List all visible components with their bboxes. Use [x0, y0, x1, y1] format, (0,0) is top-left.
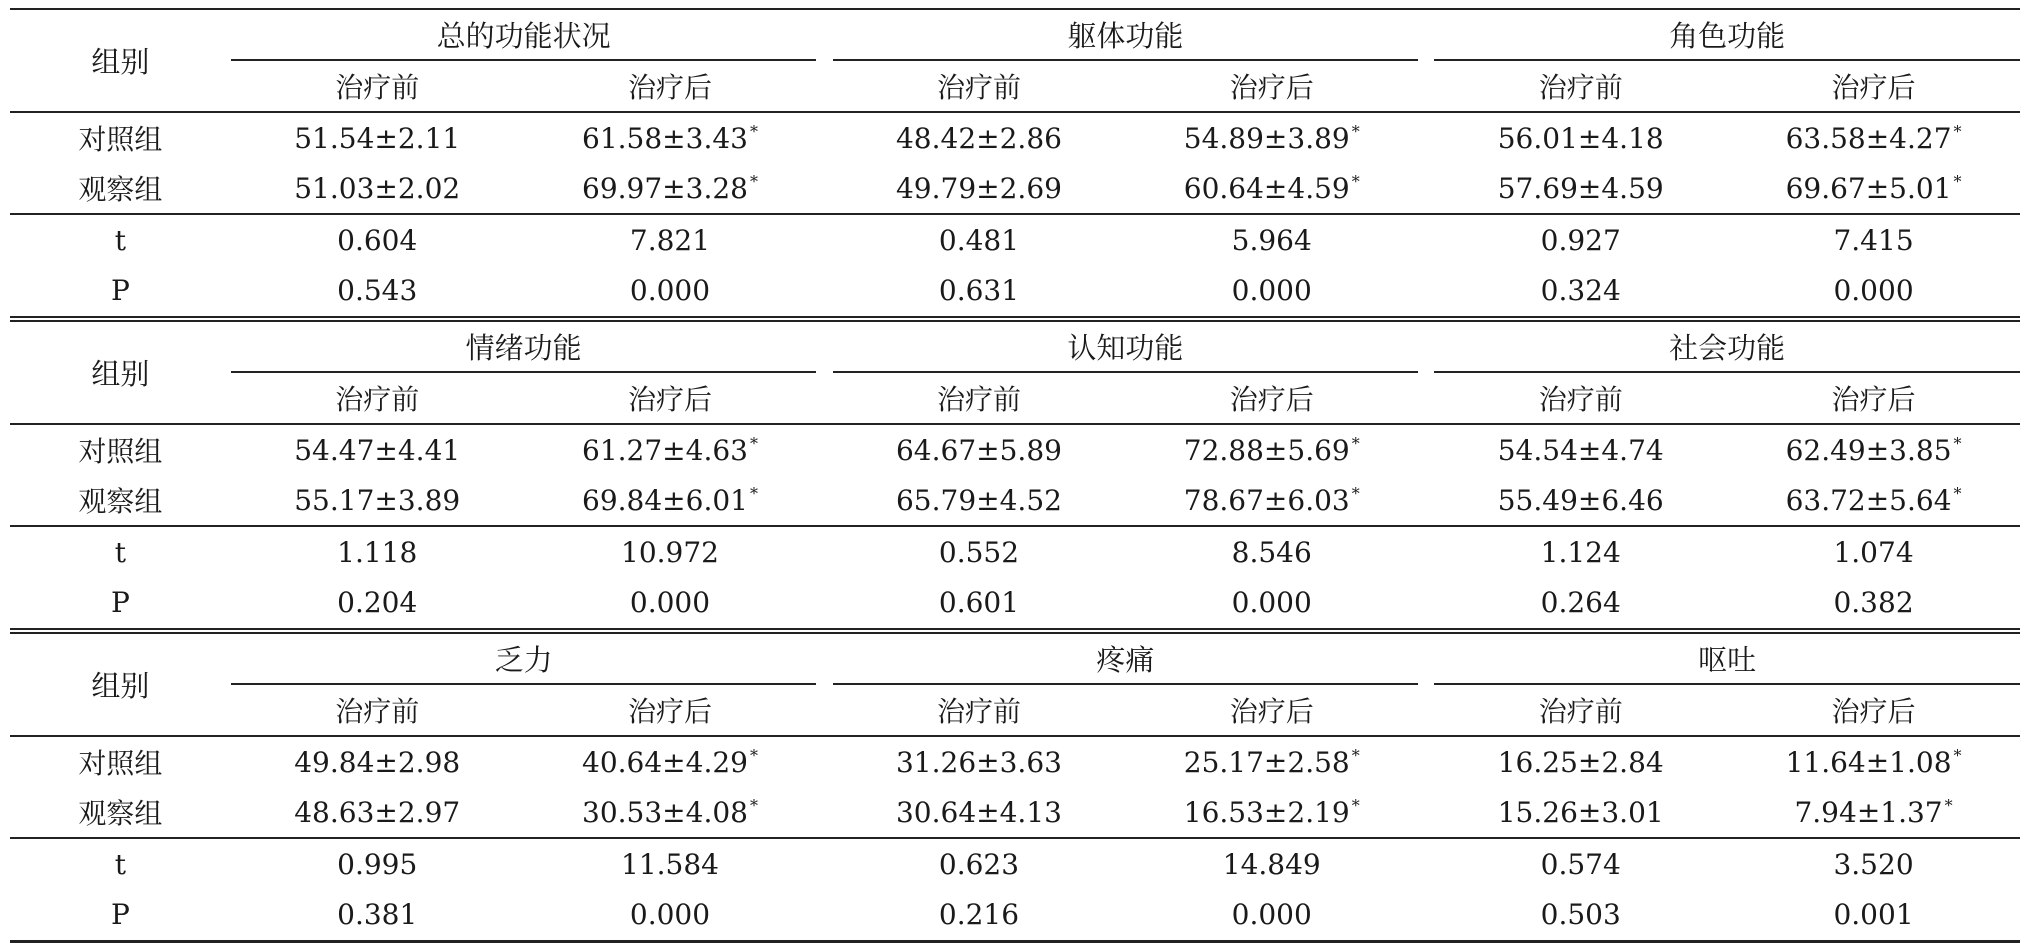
value-cell — [1434, 163, 1727, 214]
cell-value: 78.67±6.03 — [1183, 483, 1350, 517]
cell-value: 49.84±2.98 — [294, 745, 461, 779]
row-label: 对照组 — [10, 736, 231, 787]
value-cell — [833, 889, 1126, 942]
t-row — [10, 214, 2020, 265]
value-cell — [833, 577, 1126, 631]
significance-mark: * — [749, 171, 758, 191]
subheader-before: 治疗前 — [335, 383, 420, 416]
value-cell — [1727, 475, 2020, 526]
cell-value: 69.84±6.01 — [582, 483, 748, 517]
cell-value: 0.000 — [1231, 898, 1312, 931]
value-cell — [1125, 265, 1418, 319]
cell-value: 0.001 — [1833, 898, 1914, 931]
cell-value: 10.972 — [621, 535, 719, 569]
significance-mark: * — [749, 483, 758, 503]
cell-value: 63.58±4.27 — [1785, 121, 1952, 155]
significance-mark: * — [1944, 795, 1953, 815]
subheader-after: 治疗后 — [627, 383, 712, 416]
value-cell — [524, 163, 817, 214]
column-gap — [1418, 475, 1434, 526]
value-cell — [524, 265, 817, 319]
column-gap — [1418, 372, 1434, 424]
column-gap — [816, 526, 832, 577]
cell-value: 8.546 — [1231, 535, 1312, 569]
column-gap — [1418, 736, 1434, 787]
column-gap — [1418, 838, 1434, 889]
cell-value: 48.63±2.97 — [294, 795, 461, 829]
value-cell — [524, 889, 817, 942]
measure-header: 情绪功能 — [231, 319, 817, 372]
cell-value: 61.58±3.43 — [582, 121, 748, 155]
value-cell — [1125, 889, 1418, 942]
value-cell — [833, 526, 1126, 577]
group-column-label: 组别 — [10, 319, 231, 424]
value-cell — [833, 214, 1126, 265]
p-row — [10, 889, 2020, 942]
cell-value: 1.074 — [1833, 535, 1914, 569]
value-cell — [833, 265, 1126, 319]
cell-value: 0.623 — [938, 847, 1020, 881]
cell-value: 0.000 — [1231, 586, 1312, 619]
value-cell — [833, 475, 1126, 526]
cell-value: 0.601 — [938, 586, 1020, 619]
value-cell — [1125, 163, 1418, 214]
value-cell — [1727, 214, 2020, 265]
value-cell — [1434, 265, 1727, 319]
group-column-label: 组别 — [10, 631, 231, 736]
cell-value: 0.503 — [1540, 898, 1621, 931]
measure-header: 呕吐 — [1434, 631, 2020, 684]
subheader-after: 治疗后 — [1831, 71, 1916, 104]
results-table — [10, 8, 2020, 943]
subheader-row — [10, 372, 2020, 424]
row-label: 观察组 — [78, 485, 163, 518]
cell-value: 55.17±3.89 — [294, 483, 461, 517]
value-cell — [1434, 475, 1727, 526]
cell-value: 31.26±3.63 — [895, 745, 1062, 779]
row-label: t — [10, 214, 231, 265]
cell-value: 16.25±2.84 — [1497, 745, 1664, 779]
measure-header: 认知功能 — [833, 319, 1419, 372]
value-cell — [1727, 265, 2020, 319]
cell-value: 61.27±4.63 — [582, 433, 748, 467]
measure-header: 躯体功能 — [833, 9, 1419, 60]
measure-header: 社会功能 — [1434, 319, 2020, 372]
row-label: P — [111, 586, 130, 619]
cell-value: 16.53±2.19 — [1183, 795, 1350, 829]
value-cell — [231, 838, 524, 889]
column-gap — [1418, 265, 1434, 319]
cell-value: 0.927 — [1540, 223, 1621, 257]
cell-value: 0.631 — [938, 274, 1020, 307]
cell-value: 69.67±5.01 — [1785, 171, 1952, 205]
cell-value: 48.42±2.86 — [895, 121, 1062, 155]
subheader-after: 治疗后 — [1831, 695, 1916, 728]
column-gap — [1418, 889, 1434, 942]
value-cell — [1434, 214, 1727, 265]
cell-value: 7.94±1.37 — [1794, 795, 1943, 829]
value-cell — [1125, 736, 1418, 787]
value-cell — [1434, 526, 1727, 577]
significance-mark: * — [1351, 433, 1360, 453]
value-cell — [524, 838, 817, 889]
subheader-after: 治疗后 — [1831, 383, 1916, 416]
value-cell — [1434, 577, 1727, 631]
group-data-row — [10, 424, 2020, 475]
value-cell — [524, 787, 817, 838]
subheader-after: 治疗后 — [1229, 383, 1314, 416]
cell-value: 11.64±1.08 — [1785, 745, 1952, 779]
column-gap — [816, 372, 832, 424]
significance-mark: * — [1953, 745, 1962, 765]
value-cell — [1125, 577, 1418, 631]
value-cell — [1727, 787, 2020, 838]
significance-mark: * — [1351, 121, 1360, 141]
column-gap — [816, 424, 832, 475]
value-cell — [833, 424, 1126, 475]
cell-value: 25.17±2.58 — [1183, 745, 1350, 779]
group-data-row — [10, 736, 2020, 787]
column-gap — [1418, 577, 1434, 631]
subheader-before: 治疗前 — [1538, 695, 1623, 728]
subheader-after: 治疗后 — [627, 71, 712, 104]
cell-value: 0.995 — [337, 847, 418, 881]
group-data-row — [10, 787, 2020, 838]
cell-value: 0.543 — [337, 274, 418, 307]
cell-value: 1.124 — [1540, 535, 1621, 569]
column-gap — [816, 265, 832, 319]
cell-value: 69.97±3.28 — [582, 171, 748, 205]
value-cell — [1727, 526, 2020, 577]
cell-value: 0.381 — [337, 898, 418, 931]
value-cell — [524, 475, 817, 526]
value-cell — [1727, 112, 2020, 163]
value-cell — [524, 736, 817, 787]
row-label: P — [10, 889, 231, 942]
significance-mark: * — [1351, 745, 1360, 765]
cell-value: 60.64±4.59 — [1183, 171, 1350, 205]
column-gap — [1418, 684, 1434, 736]
cell-value: 0.382 — [1833, 586, 1914, 619]
value-cell — [1434, 787, 1727, 838]
column-gap — [1418, 163, 1434, 214]
value-cell — [1727, 163, 2020, 214]
cell-value: 57.69±4.59 — [1497, 171, 1664, 205]
cell-value: 11.584 — [621, 847, 719, 881]
cell-value: 40.64±4.29 — [582, 745, 748, 779]
significance-mark: * — [1953, 433, 1962, 453]
subheader-before: 治疗前 — [335, 695, 420, 728]
t-row — [10, 838, 2020, 889]
value-cell — [231, 475, 524, 526]
value-cell — [833, 112, 1126, 163]
column-gap — [816, 60, 832, 112]
significance-mark: * — [1351, 795, 1360, 815]
value-cell — [833, 736, 1126, 787]
cell-value: 0.264 — [1540, 586, 1621, 619]
cell-value: 7.821 — [629, 223, 711, 257]
row-label: t — [10, 526, 231, 577]
significance-mark: * — [1351, 171, 1360, 191]
value-cell — [1434, 112, 1727, 163]
cell-value: 0.000 — [629, 898, 711, 931]
measure-header: 疼痛 — [833, 631, 1419, 684]
measure-header: 总的功能状况 — [231, 9, 817, 60]
column-gap — [816, 631, 832, 684]
cell-value: 51.03±2.02 — [294, 171, 461, 205]
value-cell — [524, 526, 817, 577]
row-label: 对照组 — [10, 424, 231, 475]
p-row — [10, 265, 2020, 319]
value-cell — [231, 577, 524, 631]
p-row — [10, 577, 2020, 631]
cell-value: 72.88±5.69 — [1183, 433, 1350, 467]
group-column-label: 组别 — [10, 9, 231, 112]
cell-value: 30.64±4.13 — [895, 795, 1062, 829]
value-cell — [1727, 838, 2020, 889]
t-row — [10, 526, 2020, 577]
value-cell — [231, 526, 524, 577]
significance-mark: * — [1953, 121, 1962, 141]
value-cell — [1727, 736, 2020, 787]
significance-mark: * — [749, 121, 758, 141]
column-gap — [816, 577, 832, 631]
value-cell — [231, 265, 524, 319]
column-gap — [816, 319, 832, 372]
cell-value: 5.964 — [1231, 223, 1312, 257]
value-cell — [524, 214, 817, 265]
column-gap — [816, 736, 832, 787]
column-gap — [1418, 424, 1434, 475]
cell-value: 0.324 — [1540, 274, 1621, 307]
cell-value: 49.79±2.69 — [895, 171, 1062, 205]
cell-value: 55.49±6.46 — [1497, 483, 1664, 517]
value-cell — [1434, 424, 1727, 475]
cell-value: 56.01±4.18 — [1497, 121, 1664, 155]
cell-value: 0.216 — [938, 898, 1020, 931]
row-label: P — [111, 274, 130, 307]
subheader-after: 治疗后 — [627, 695, 712, 728]
column-gap — [816, 889, 832, 942]
cell-value: 0.574 — [1540, 847, 1621, 881]
significance-mark: * — [1953, 483, 1962, 503]
value-cell — [1125, 475, 1418, 526]
cell-value: 7.415 — [1833, 223, 1914, 257]
column-gap — [816, 684, 832, 736]
subheader-before: 治疗前 — [1538, 71, 1623, 104]
column-gap — [816, 475, 832, 526]
significance-mark: * — [749, 745, 758, 765]
value-cell — [231, 787, 524, 838]
value-cell — [231, 214, 524, 265]
column-gap — [816, 112, 832, 163]
value-cell — [1434, 838, 1727, 889]
value-cell — [524, 112, 817, 163]
column-gap — [1418, 526, 1434, 577]
column-gap — [1418, 631, 1434, 684]
cell-value: 1.118 — [337, 535, 418, 569]
cell-value: 54.54±4.74 — [1497, 433, 1664, 467]
row-label: 观察组 — [78, 797, 163, 830]
cell-value: 51.54±2.11 — [294, 121, 461, 155]
column-gap — [1418, 319, 1434, 372]
cell-value: 65.79±4.52 — [895, 483, 1062, 517]
row-label: 对照组 — [10, 112, 231, 163]
column-gap — [816, 214, 832, 265]
significance-mark: * — [749, 795, 758, 815]
section-header-row — [10, 631, 2020, 684]
column-gap — [1418, 112, 1434, 163]
group-data-row — [10, 163, 2020, 214]
value-cell — [524, 577, 817, 631]
cell-value: 30.53±4.08 — [582, 795, 748, 829]
column-gap — [1418, 214, 1434, 265]
column-gap — [816, 838, 832, 889]
value-cell — [1125, 424, 1418, 475]
significance-mark: * — [1953, 171, 1962, 191]
column-gap — [1418, 60, 1434, 112]
column-gap — [816, 787, 832, 838]
cell-value: 0.204 — [337, 586, 418, 619]
subheader-row — [10, 60, 2020, 112]
column-gap — [1418, 787, 1434, 838]
value-cell — [833, 163, 1126, 214]
subheader-row — [10, 684, 2020, 736]
column-gap — [1418, 9, 1434, 60]
subheader-after: 治疗后 — [1229, 71, 1314, 104]
subheader-before: 治疗前 — [936, 71, 1021, 104]
value-cell — [1727, 424, 2020, 475]
column-gap — [816, 163, 832, 214]
subheader-before: 治疗前 — [936, 383, 1021, 416]
value-cell — [231, 424, 524, 475]
subheader-before: 治疗前 — [1538, 383, 1623, 416]
cell-value: 14.849 — [1222, 847, 1321, 881]
value-cell — [1434, 889, 1727, 942]
group-data-row — [10, 475, 2020, 526]
cell-value: 54.89±3.89 — [1183, 121, 1350, 155]
cell-value: 63.72±5.64 — [1785, 483, 1952, 517]
significance-mark: * — [1351, 483, 1360, 503]
cell-value: 0.481 — [938, 223, 1020, 257]
value-cell — [231, 163, 524, 214]
value-cell — [1727, 577, 2020, 631]
subheader-before: 治疗前 — [936, 695, 1021, 728]
value-cell — [231, 112, 524, 163]
value-cell — [833, 787, 1126, 838]
group-data-row — [10, 112, 2020, 163]
value-cell — [1434, 736, 1727, 787]
cell-value: 62.49±3.85 — [1785, 433, 1952, 467]
cell-value: 0.604 — [337, 223, 418, 257]
value-cell — [1125, 526, 1418, 577]
cell-value: 0.000 — [1833, 274, 1914, 307]
value-cell — [231, 889, 524, 942]
cell-value: 15.26±3.01 — [1497, 795, 1664, 829]
cell-value: 0.000 — [629, 274, 711, 307]
significance-mark: * — [749, 433, 758, 453]
value-cell — [231, 736, 524, 787]
value-cell — [524, 424, 817, 475]
measure-header: 乏力 — [231, 631, 817, 684]
column-gap — [816, 9, 832, 60]
row-label: t — [10, 838, 231, 889]
cell-value: 54.47±4.41 — [294, 433, 461, 467]
row-label: 观察组 — [78, 173, 163, 206]
value-cell — [833, 838, 1126, 889]
value-cell — [1125, 838, 1418, 889]
value-cell — [1727, 889, 2020, 942]
cell-value: 0.552 — [938, 535, 1020, 569]
section-header-row — [10, 319, 2020, 372]
cell-value: 64.67±5.89 — [895, 433, 1062, 467]
cell-value: 0.000 — [629, 586, 711, 619]
section-header-row — [10, 9, 2020, 60]
subheader-before: 治疗前 — [335, 71, 420, 104]
value-cell — [1125, 112, 1418, 163]
value-cell — [1125, 787, 1418, 838]
measure-header: 角色功能 — [1434, 9, 2020, 60]
cell-value: 0.000 — [1231, 274, 1312, 307]
value-cell — [1125, 214, 1418, 265]
subheader-after: 治疗后 — [1229, 695, 1314, 728]
cell-value: 3.520 — [1833, 847, 1914, 881]
